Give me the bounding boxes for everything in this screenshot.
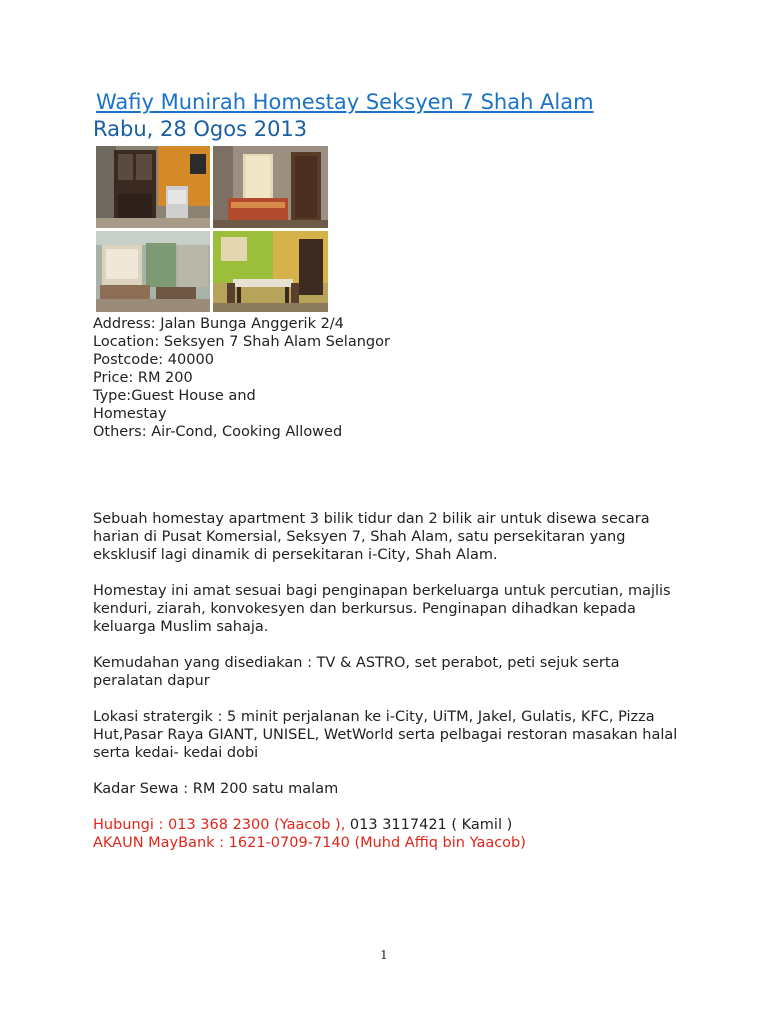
detail-type: Type:Guest House and: [93, 388, 256, 404]
paragraph-intro: Sebuah homestay apartment 3 bilik tidur dan 2 bilik air untuk disewa secara harian di Pusat Komersial, Seksyen 7, Shah Alam, satu persekitaran yang eksklusif lagi dinamik di persekitaran i-City, Shah Alam.: [93, 511, 650, 563]
title-link[interactable]: Wafiy Munirah Homestay Seksyen 7 Shah Alam: [96, 90, 594, 114]
detail-price: Price: RM 200: [93, 370, 193, 386]
description: [93, 510, 693, 852]
paragraph-suitability: Homestay ini amat sesuai bagi penginapan berkeluarga untuk percutian, majlis kenduri, ziarah, konvokesyen dan berkursus. Penginapan dihadkan kepada keluarga Muslim sahaja.: [93, 583, 671, 635]
paragraph-rate: Kadar Sewa : RM 200 satu malam: [93, 781, 339, 797]
detail-postcode: Postcode: 40000: [93, 352, 214, 368]
photo-living-room: [96, 231, 210, 312]
property-details: [93, 315, 390, 441]
detail-type-cont: Homestay: [93, 406, 167, 422]
photo-kitchen: [96, 146, 210, 228]
detail-location: Location: Seksyen 7 Shah Alam Selangor: [93, 334, 390, 350]
bank-account-line: AKAUN MayBank : 1621-0709-7140 (Muhd Affiq bin Yaacob): [93, 835, 526, 851]
page-number: 1: [380, 948, 388, 962]
contact-yaacob: Hubungi : 013 368 2300 (Yaacob ),: [93, 817, 346, 833]
contact-kamil: 013 3117421 ( Kamil ): [345, 817, 513, 833]
post-date: Rabu, 28 Ogos 2013: [93, 117, 308, 141]
photo-dining-room: [213, 231, 328, 312]
paragraph-facilities: Kemudahan yang disediakan : TV & ASTRO, set perabot, peti sejuk serta peralatan dapur: [93, 655, 620, 689]
photo-collage: [96, 146, 328, 312]
page-title: [96, 89, 594, 115]
detail-address: Address: Jalan Bunga Anggerik 2/4: [93, 316, 344, 332]
contact-line: [93, 816, 693, 834]
detail-others: Others: Air-Cond, Cooking Allowed: [93, 424, 343, 440]
paragraph-location: Lokasi stratergik : 5 minit perjalanan ke i-City, UiTM, Jakel, Gulatis, KFC, Pizza Hut,Pasar Raya GIANT, UNISEL, WetWorld serta pelbagai restoran masakan halal serta kedai- kedai dobi: [93, 709, 678, 761]
photo-bedroom: [213, 146, 328, 228]
